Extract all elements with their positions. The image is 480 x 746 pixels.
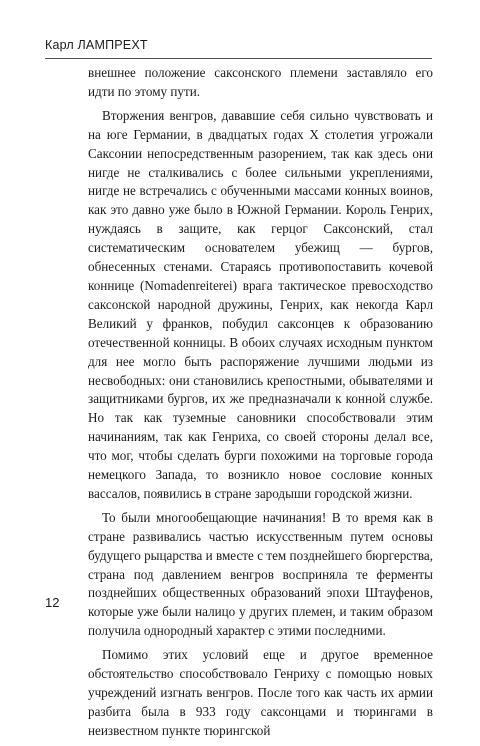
paragraph: Вторжения венгров, дававшие себя сильно чувствовать и на юге Германии, в двадцатых годах X столетия угрожали Саксонии непосредственным разорением, так как здесь они нигде не сталкивались с более сильными укреплениями, нигде не встречались с обученными массами конных воинов, как это давно уже было в Южной Германии. Король Генрих, нуждаясь в защите, как герцог Саксонский, стал систематическим основателем убежищ — бургов, обнесенных стенами. Стараясь противопоставить кочевой коннице (Nomadenreiterei) врага тактическое превосходство саксонской народной дружины, Генрих, как некогда Карл Великий у франков, побудил саксонцев к образованию отечественной конницы. В обоих случаях исходным пунктом для нее могло быть распоряжение лучшими людьми из несвободных: они становились крепостными, обывателями и защитниками бургов, их же предназначали к конной службе. Но так как туземные сановники способствовали этим начинаниям, так как Генриха, со своей стороны делал все, что мог, чтобы сделать бурги похожими на торговые города немецкого Запада, то возникло новое сословие конных вассалов, появились в стране зародыши городской жизни.: [88, 107, 433, 501]
header-rule: [45, 58, 432, 59]
paragraph: Помимо этих условий еще и другое временное обстоятельство способствовало Генриху с помощью новых учреждений изгнать венгров. После того как часть их армии разбита была в 933 году саксонцами и тюрингами в неизвестном пункте тюрингской: [88, 647, 433, 738]
paragraph-continued: внешнее положение саксонского племени заставляло его идти по этому пути.: [88, 65, 433, 99]
paragraph: То были многообещающие начинания! В то время как в стране развивались частью искусственным путем основы будущего рыцарства и вместе с тем позднейшего бюргерства, страна под давлением венгров восприняла те ферменты позднейших общественных образований эпохи Штауфенов, которые уже были налицо у других племен, и таким образом получила однородный характер с этими последними.: [88, 509, 433, 639]
body-text: [88, 64, 433, 746]
page-number: 12: [45, 595, 60, 610]
running-title: Карл ЛАМПРЕХТ: [45, 38, 148, 52]
